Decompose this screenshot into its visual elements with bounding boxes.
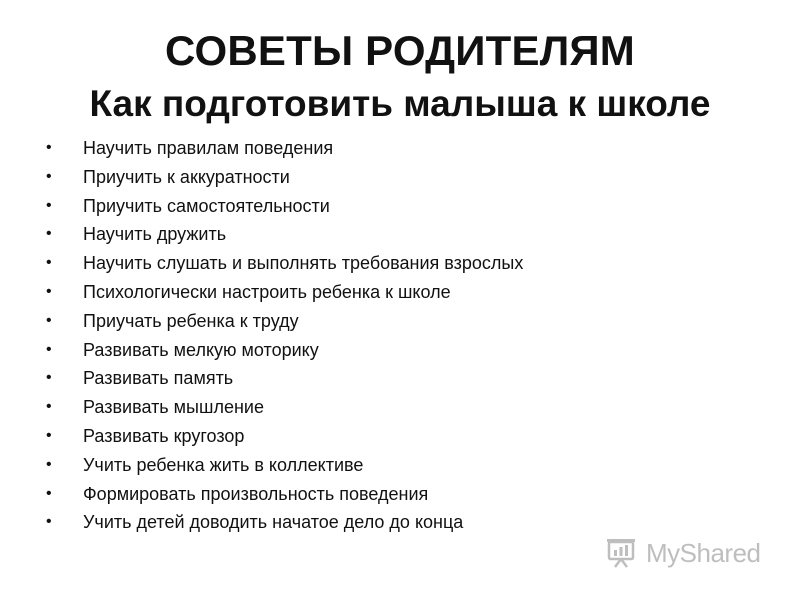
bullet: • <box>46 340 52 358</box>
bullet: • <box>46 455 52 473</box>
list-item <box>46 336 523 365</box>
list-item-text: Развивать кругозор <box>83 425 245 446</box>
list-item <box>46 451 523 480</box>
list-item <box>46 163 523 192</box>
list-item <box>46 508 523 537</box>
bullet: • <box>46 513 52 531</box>
slide-subtitle: Как подготовить малыша к школе <box>89 83 711 124</box>
tips-list <box>46 134 523 537</box>
list-item-text: Психологически настроить ребенка к школе <box>83 281 451 302</box>
list-item <box>46 307 523 336</box>
list-item <box>46 134 523 163</box>
list-item-text: Приучить к аккуратности <box>83 166 290 187</box>
list-item <box>46 393 523 422</box>
list-item-text: Учить ребенка жить в коллективе <box>83 454 364 475</box>
list-item-text: Развивать мелкую моторику <box>83 339 319 360</box>
list-item <box>46 220 523 249</box>
list-item <box>46 364 523 393</box>
bullet: • <box>46 139 52 156</box>
list-item <box>46 249 523 278</box>
list-item-text: Научить слушать и выполнять требования взрослых <box>83 253 524 274</box>
bullet: • <box>46 167 52 185</box>
bullet: • <box>46 369 52 387</box>
bullet: • <box>46 398 52 416</box>
watermark-text: MyShared <box>646 537 761 568</box>
list-item <box>46 278 523 307</box>
bullet: • <box>46 426 52 444</box>
list-item-text: Развивать мышление <box>83 397 264 418</box>
bullet: • <box>46 225 52 243</box>
bullet: • <box>46 311 52 329</box>
list-item-text: Научить правилам поведения <box>83 138 334 158</box>
list-item <box>46 192 523 221</box>
myshared-logo-icon <box>606 536 640 570</box>
list-item-text: Приучать ребенка к труду <box>83 310 299 331</box>
bullet: • <box>46 282 52 300</box>
watermark <box>606 535 761 571</box>
list-item-text: Развивать память <box>83 368 234 389</box>
bullet: • <box>46 484 52 502</box>
bullet: • <box>46 196 52 214</box>
list-item-text: Научить дружить <box>83 224 227 245</box>
slide-title: СОВЕТЫ РОДИТЕЛЯМ <box>165 27 635 74</box>
list-item-text: Формировать произвольность поведения <box>83 483 429 504</box>
list-item <box>46 422 523 451</box>
bullet: • <box>46 254 52 272</box>
list-item-text: Приучить самостоятельности <box>83 195 330 216</box>
list-item <box>46 480 523 509</box>
list-item-text: Учить детей доводить начатое дело до конца <box>83 512 464 533</box>
